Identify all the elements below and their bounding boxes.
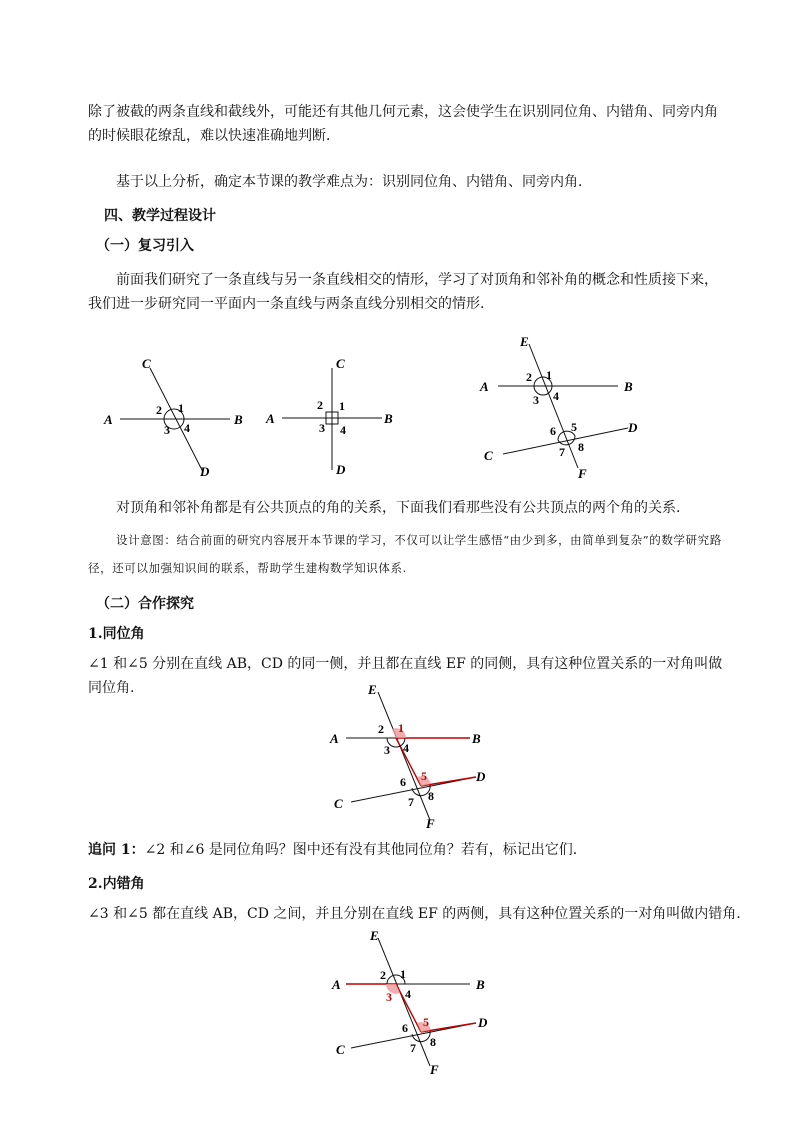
label-angle-2: 2: [317, 398, 323, 412]
figure-alternate-angles: [326, 928, 496, 1078]
question-text: ∠2 和∠6 是同位角吗？图中还有没有其他同位角？若有，标记出它们.: [144, 842, 578, 858]
subsection-title-explore: （二）合作探究: [96, 596, 194, 612]
paragraph-difficulty-summary: 基于以上分析，确定本节课的教学难点为：识别同位角、内错角、同旁内角．: [116, 174, 592, 190]
paragraph-design-intent: 设计意图：结合前面的研究内容展开本节课的学习，不仅可以让学生感悟“由少到多，由简单到复杂”的数学研究路径，还可以加强知识间的联系，帮助学生建构数学知识体系.: [88, 533, 722, 575]
label-B: B: [624, 379, 633, 394]
label-angle-4: 4: [184, 421, 190, 435]
label-A: A: [104, 412, 113, 427]
label-B: B: [234, 412, 243, 427]
label-F: F: [578, 466, 587, 481]
definition-alternate-angles: ∠3 和∠5 都在直线 AB，CD 之间，并且分别在直线 EF 的两侧，具有这种位置关系的一对角叫做内错角.: [88, 906, 741, 922]
label-angle-7: 7: [408, 795, 414, 809]
figure-transversal-overview: [478, 332, 648, 482]
label-angle-7: 7: [410, 1041, 416, 1055]
label-B: B: [472, 731, 481, 746]
label-E: E: [368, 682, 377, 697]
label-C: C: [336, 356, 345, 371]
label-angle-2: 2: [380, 968, 386, 982]
label-F: F: [426, 816, 435, 831]
label-angle-1: 1: [339, 399, 345, 413]
paragraph-no-common-vertex: 对顶角和邻补角都是有公共顶点的角的关系，下面我们看那些没有公共顶点的两个角的关系.: [116, 500, 681, 516]
label-angle-3: 3: [533, 393, 539, 407]
label-angle-3: 3: [384, 743, 390, 757]
label-C: C: [142, 356, 151, 371]
label-F: F: [430, 1062, 439, 1077]
label-angle-6: 6: [400, 775, 406, 789]
subsection-title-review: （一）复习引入: [96, 238, 194, 254]
label-angle-5-highlighted: 5: [421, 769, 427, 783]
label-angle-2: 2: [156, 403, 162, 417]
label-C: C: [334, 796, 343, 811]
label-A: A: [480, 379, 489, 394]
label-A: A: [266, 411, 275, 426]
label-A: A: [330, 731, 339, 746]
label-angle-8: 8: [430, 1035, 436, 1049]
label-angle-8: 8: [578, 440, 584, 454]
figure-corresponding-angles: [326, 682, 496, 832]
definition-corresponding-angles: ∠1 和∠5 分别在直线 AB，CD 的同一侧，并且都在直线 EF 的同侧，具有这种位置关系的一对角叫做同位角.: [88, 656, 723, 696]
question-label: 追问 1：: [88, 842, 145, 858]
label-A: A: [332, 977, 341, 992]
label-angle-5-highlighted: 5: [423, 1015, 429, 1029]
section-title-teaching-process: 四、教学过程设计: [104, 208, 216, 224]
figure-intersecting-lines-oblique: [100, 350, 250, 480]
label-E: E: [370, 928, 379, 943]
label-angle-1: 1: [400, 967, 406, 981]
label-angle-1: 1: [178, 401, 184, 415]
heading-alternate-angles: 2.内错角: [88, 876, 145, 892]
paragraph-difficulty-continuation: 除了被截的两条直线和截线外，可能还有其他几何元素，这会使学生在识别同位角、内错角、同旁内角的时候眼花缭乱，难以快速准确地判断．: [88, 104, 718, 144]
label-angle-3-highlighted: 3: [386, 990, 392, 1004]
label-D: D: [478, 1015, 488, 1030]
label-angle-2: 2: [526, 370, 532, 384]
figure-perpendicular-lines: [262, 352, 402, 482]
heading-corresponding-angles: 1.同位角: [88, 626, 145, 642]
label-angle-8: 8: [428, 789, 434, 803]
label-D: D: [200, 464, 210, 479]
label-B: B: [476, 977, 485, 992]
label-angle-1: 1: [546, 368, 552, 382]
label-angle-4: 4: [340, 423, 346, 437]
label-D: D: [628, 420, 638, 435]
label-angle-4: 4: [553, 389, 559, 403]
label-D: D: [336, 462, 346, 477]
label-D: D: [476, 769, 486, 784]
label-angle-1-highlighted: 1: [398, 721, 404, 735]
label-angle-3: 3: [319, 421, 325, 435]
label-angle-4: 4: [405, 987, 411, 1001]
label-angle-6: 6: [402, 1021, 408, 1035]
label-E: E: [520, 334, 529, 349]
label-angle-3: 3: [164, 423, 170, 437]
label-B: B: [384, 411, 393, 426]
label-C: C: [336, 1042, 345, 1057]
label-angle-7: 7: [559, 445, 565, 459]
label-angle-6: 6: [550, 424, 556, 438]
label-angle-2: 2: [378, 722, 384, 736]
label-angle-4: 4: [403, 741, 409, 755]
label-C: C: [484, 448, 493, 463]
label-angle-5: 5: [571, 420, 577, 434]
follow-up-question-1: [88, 840, 577, 860]
paragraph-review-intro: 前面我们研究了一条直线与另一条直线相交的情形，学习了对顶角和邻补角的概念和性质接下来，我们进一步研究同一平面内一条直线与两条直线分别相交的情形.: [88, 272, 718, 312]
